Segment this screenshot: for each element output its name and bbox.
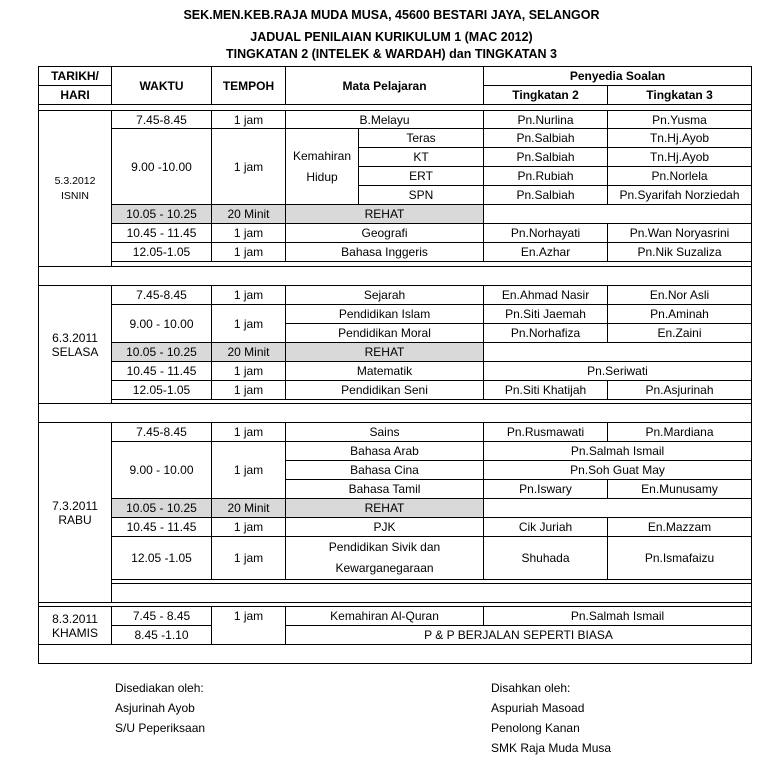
approved-by-name: Aspuriah Masoad bbox=[491, 701, 585, 715]
teacher-t3-cell: Pn.Mardiana bbox=[608, 423, 752, 442]
table-row bbox=[39, 129, 752, 148]
spacer-row bbox=[39, 267, 752, 286]
tempoh-cell: 1 jam bbox=[212, 111, 286, 129]
table-row bbox=[39, 607, 752, 626]
subject-cell: SPN bbox=[359, 186, 484, 205]
header-mata-pelajaran: Mata Pelajaran bbox=[286, 67, 484, 105]
subject-cell: Geografi bbox=[286, 224, 484, 243]
waktu-cell: 10.45 - 11.45 bbox=[112, 224, 212, 243]
subject-cell: Teras bbox=[359, 129, 484, 148]
subject-group-cell: Kemahiran Hidup bbox=[286, 129, 359, 205]
tempoh-cell: 20 Minit bbox=[212, 205, 286, 224]
teacher-t2-cell: Pn.Salbiah bbox=[484, 148, 608, 167]
table-row bbox=[39, 518, 752, 537]
table-row bbox=[39, 286, 752, 305]
waktu-cell: 7.45-8.45 bbox=[112, 423, 212, 442]
approved-by-org: SMK Raja Muda Musa bbox=[491, 741, 612, 755]
waktu-cell: 10.45 - 11.45 bbox=[112, 518, 212, 537]
subject-cell: Bahasa Cina bbox=[286, 461, 484, 480]
table-row bbox=[39, 423, 752, 442]
table-row bbox=[39, 305, 752, 324]
prepared-by-role: S/U Peperiksaan bbox=[115, 721, 206, 735]
subject-cell: Pendidikan Islam bbox=[286, 305, 484, 324]
day-cell: 8.3.2011 KHAMIS bbox=[39, 607, 112, 645]
header-tempoh: TEMPOH bbox=[212, 67, 286, 105]
header-tarikh: TARIKH/ bbox=[39, 67, 112, 86]
gap-cell bbox=[112, 584, 752, 603]
subject-cell: PJK bbox=[286, 518, 484, 537]
header-waktu: WAKTU bbox=[112, 67, 212, 105]
tempoh-cell: 1 jam bbox=[212, 305, 286, 343]
prepared-by-label: Disediakan oleh: bbox=[115, 681, 204, 695]
teacher-both-cell: Pn.Soh Guat May bbox=[484, 461, 752, 480]
subject-cell: KT bbox=[359, 148, 484, 167]
header-tingkatan-3: Tingkatan 3 bbox=[608, 86, 752, 105]
teacher-t2-cell: Pn.Siti Jaemah bbox=[484, 305, 608, 324]
teacher-t3-cell: Pn.Yusma bbox=[608, 111, 752, 129]
subject-cell: Bahasa Inggeris bbox=[286, 243, 484, 262]
teacher-t3-cell: Pn.Ismafaizu bbox=[608, 537, 752, 580]
teacher-t2-cell: Cik Juriah bbox=[484, 518, 608, 537]
approved-by-block bbox=[491, 678, 611, 758]
rehat-row bbox=[39, 499, 752, 518]
teacher-t3-cell: Pn.Asjurinah bbox=[608, 381, 752, 400]
waktu-cell: 10.05 - 10.25 bbox=[112, 343, 212, 362]
tempoh-cell: 20 Minit bbox=[212, 499, 286, 518]
rehat-label: REHAT bbox=[286, 343, 484, 362]
exam-schedule-table bbox=[38, 66, 752, 664]
subject-cell: Matematik bbox=[286, 362, 484, 381]
rehat-label: REHAT bbox=[286, 499, 484, 518]
waktu-cell: 12.05-1.05 bbox=[112, 243, 212, 262]
teacher-t2-cell: Pn.Nurlina bbox=[484, 111, 608, 129]
waktu-cell: 12.05 -1.05 bbox=[112, 537, 212, 580]
teacher-t2-cell: Pn.Norhayati bbox=[484, 224, 608, 243]
rehat-row bbox=[39, 343, 752, 362]
table-row bbox=[39, 111, 752, 129]
tempoh-cell: 1 jam bbox=[212, 362, 286, 381]
waktu-cell: 9.00 - 10.00 bbox=[112, 305, 212, 343]
teacher-both-cell: Pn.Salmah Ismail bbox=[484, 607, 752, 626]
table-row bbox=[39, 442, 752, 461]
subject-cell: ERT bbox=[359, 167, 484, 186]
teacher-t3-cell: Pn.Wan Noryasrini bbox=[608, 224, 752, 243]
rehat-label: REHAT bbox=[286, 205, 484, 224]
teacher-t3-cell: Pn.Norlela bbox=[608, 167, 752, 186]
waktu-cell: 10.05 - 10.25 bbox=[112, 499, 212, 518]
rehat-row bbox=[39, 205, 752, 224]
teacher-t3-cell: Tn.Hj.Ayob bbox=[608, 129, 752, 148]
teacher-t2-cell: En.Ahmad Nasir bbox=[484, 286, 608, 305]
teacher-t2-cell: Pn.Siti Khatijah bbox=[484, 381, 608, 400]
schedule-subtitle: TINGKATAN 2 (INTELEK & WARDAH) dan TINGKATAN 3 bbox=[226, 47, 557, 61]
teacher-t2-cell: Pn.Rubiah bbox=[484, 167, 608, 186]
teacher-t2-cell: Pn.Salbiah bbox=[484, 186, 608, 205]
teacher-t3-cell: Pn.Syarifah Norziedah bbox=[608, 186, 752, 205]
teacher-t3-cell: Tn.Hj.Ayob bbox=[608, 148, 752, 167]
teacher-t2-cell: Pn.Iswary bbox=[484, 480, 608, 499]
table-row bbox=[39, 381, 752, 400]
teacher-t2-cell: Pn.Rusmawati bbox=[484, 423, 608, 442]
waktu-cell: 8.45 -1.10 bbox=[112, 626, 212, 645]
tempoh-cell: 1 jam bbox=[212, 518, 286, 537]
teacher-t3-cell: En.Munusamy bbox=[608, 480, 752, 499]
prepared-by-name: Asjurinah Ayob bbox=[115, 701, 195, 715]
waktu-cell: 7.45-8.45 bbox=[112, 286, 212, 305]
note-cell: P & P BERJALAN SEPERTI BIASA bbox=[286, 626, 752, 645]
day-cell: 7.3.2011 RABU bbox=[39, 423, 112, 603]
teacher-t3-cell: En.Zaini bbox=[608, 324, 752, 343]
waktu-cell: 7.45 - 8.45 bbox=[112, 607, 212, 626]
subject-cell: Sains bbox=[286, 423, 484, 442]
waktu-cell: 10.05 - 10.25 bbox=[112, 205, 212, 224]
waktu-cell: 9.00 -10.00 bbox=[112, 129, 212, 205]
teacher-t3-cell: Pn.Nik Suzaliza bbox=[608, 243, 752, 262]
approved-by-role: Penolong Kanan bbox=[491, 721, 580, 735]
approved-by-label: Disahkan oleh: bbox=[491, 681, 571, 695]
teacher-t3-cell: En.Mazzam bbox=[608, 518, 752, 537]
tempoh-cell: 1 jam bbox=[212, 442, 286, 499]
subject-cell: Pendidikan Seni bbox=[286, 381, 484, 400]
table-row bbox=[39, 362, 752, 381]
header-penyedia-soalan: Penyedia Soalan bbox=[484, 67, 752, 86]
spacer-row bbox=[39, 404, 752, 423]
tempoh-cell: 1 jam bbox=[212, 607, 286, 645]
subject-cell: Pendidikan Sivik dan Kewarganegaraan bbox=[286, 537, 484, 580]
tempoh-cell: 1 jam bbox=[212, 243, 286, 262]
table-row bbox=[39, 224, 752, 243]
tempoh-cell: 1 jam bbox=[212, 381, 286, 400]
day-cell: 6.3.2011 SELASA bbox=[39, 286, 112, 404]
subject-cell: Kemahiran Al-Quran bbox=[286, 607, 484, 626]
teacher-t2-cell: Pn.Salbiah bbox=[484, 129, 608, 148]
teacher-t2-cell: Pn.Norhafiza bbox=[484, 324, 608, 343]
subject-cell: Pendidikan Moral bbox=[286, 324, 484, 343]
waktu-cell: 9.00 - 10.00 bbox=[112, 442, 212, 499]
tempoh-cell: 1 jam bbox=[212, 129, 286, 205]
teacher-both-cell: Pn.Seriwati bbox=[484, 362, 752, 381]
teacher-t3-cell: En.Nor Asli bbox=[608, 286, 752, 305]
subject-cell: Bahasa Tamil bbox=[286, 480, 484, 499]
empty-cell bbox=[484, 343, 752, 362]
table-row bbox=[39, 537, 752, 580]
tempoh-cell: 20 Minit bbox=[212, 343, 286, 362]
tempoh-cell: 1 jam bbox=[212, 286, 286, 305]
subject-cell: Bahasa Arab bbox=[286, 442, 484, 461]
subject-cell: Sejarah bbox=[286, 286, 484, 305]
tempoh-cell: 1 jam bbox=[212, 224, 286, 243]
table-row bbox=[39, 626, 752, 645]
waktu-cell: 7.45-8.45 bbox=[112, 111, 212, 129]
subject-cell: B.Melayu bbox=[286, 111, 484, 129]
tempoh-cell: 1 jam bbox=[212, 423, 286, 442]
school-name: SEK.MEN.KEB.RAJA MUDA MUSA, 45600 BESTARI JAYA, SELANGOR bbox=[183, 8, 600, 22]
tempoh-cell: 1 jam bbox=[212, 537, 286, 580]
schedule-title: JADUAL PENILAIAN KURIKULUM 1 (MAC 2012) bbox=[250, 30, 533, 44]
teacher-t2-cell: En.Azhar bbox=[484, 243, 608, 262]
header-tingkatan-2: Tingkatan 2 bbox=[484, 86, 608, 105]
header-hari: HARI bbox=[39, 86, 112, 105]
day-cell: 5.3.2012 ISNIN bbox=[39, 111, 112, 267]
teacher-both-cell: Pn.Salmah Ismail bbox=[484, 442, 752, 461]
table-row bbox=[39, 243, 752, 262]
prepared-by-block bbox=[115, 678, 205, 738]
spacer-row bbox=[39, 645, 752, 664]
teacher-t2-cell: Shuhada bbox=[484, 537, 608, 580]
waktu-cell: 10.45 - 11.45 bbox=[112, 362, 212, 381]
waktu-cell: 12.05-1.05 bbox=[112, 381, 212, 400]
empty-cell bbox=[484, 205, 752, 224]
teacher-t3-cell: Pn.Aminah bbox=[608, 305, 752, 324]
empty-cell bbox=[484, 499, 752, 518]
